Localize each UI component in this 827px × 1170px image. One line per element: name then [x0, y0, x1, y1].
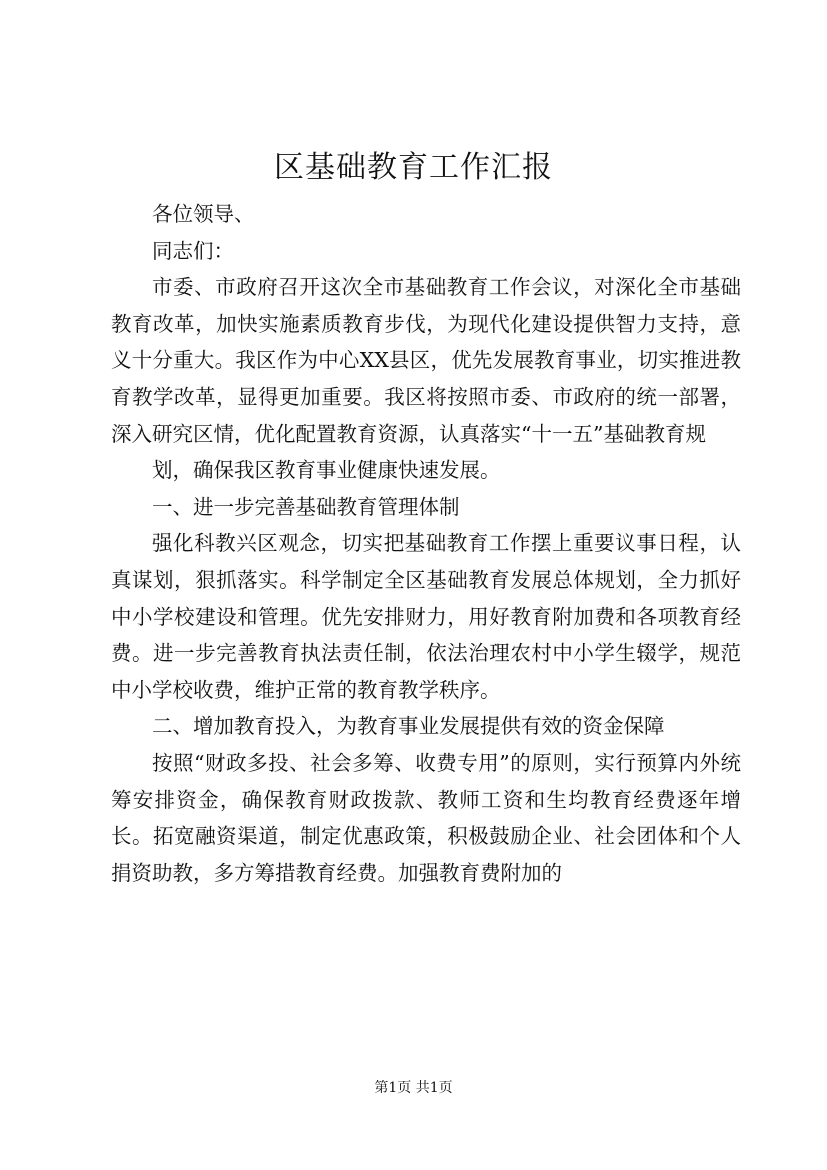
intro-paragraph-continued: 划，确保我区教育事业健康快速发展。 — [152, 458, 501, 483]
section-2-paragraph: 按照“财政多投、社会多筹、收费专用”的原则，实行预算内外统筹安排资金，确保教育财政拨款、教师工资和生均教育经费逐年增长。拓宽融资渠道，制定优惠政策，积极鼓励企业、社会团体和个人捐资助教，多方筹措教育经费。加强教育费附加的 — [111, 750, 741, 885]
intro-paragraph: 市委、市政府召开这次全市基础教育工作会议，对深化全市基础教育改革，加快实施素质教育步伐，为现代化建设提供智力支持，意义十分重大。我区作为中心XX县区，优先发展教育事业，切实推进教育教学改革，显得更加重要。我区将按照市委、市政府的统一部署，深入研究区情，优化配置教育资源，认真落实“十一五”基础教育规 — [111, 275, 741, 446]
page-footer: 第1页 共1页 — [374, 1080, 453, 1096]
section-1-paragraph: 强化科教兴区观念，切实把基础教育工作摆上重要议事日程，认真谋划，狠抓落实。科学制定全区基础教育发展总体规划，全力抓好中小学校建设和管理。优先安排财力，用好教育附加费和各项教育经费。进一步完善教育执法责任制，依法治理农村中小学生辍学，规范中小学校收费，维护正常的教育教学秩序。 — [111, 531, 741, 702]
document-title: 区基础教育工作汇报 — [274, 150, 553, 185]
section-heading-1: 一、进一步完善基础教育管理体制 — [152, 494, 460, 519]
salutation-comrades: 同志们： — [152, 238, 234, 263]
document-body — [111, 196, 741, 891]
section-heading-2: 二、增加教育投入，为教育事业发展提供有效的资金保障 — [152, 714, 665, 739]
salutation-leaders: 各位领导、 — [152, 202, 255, 226]
